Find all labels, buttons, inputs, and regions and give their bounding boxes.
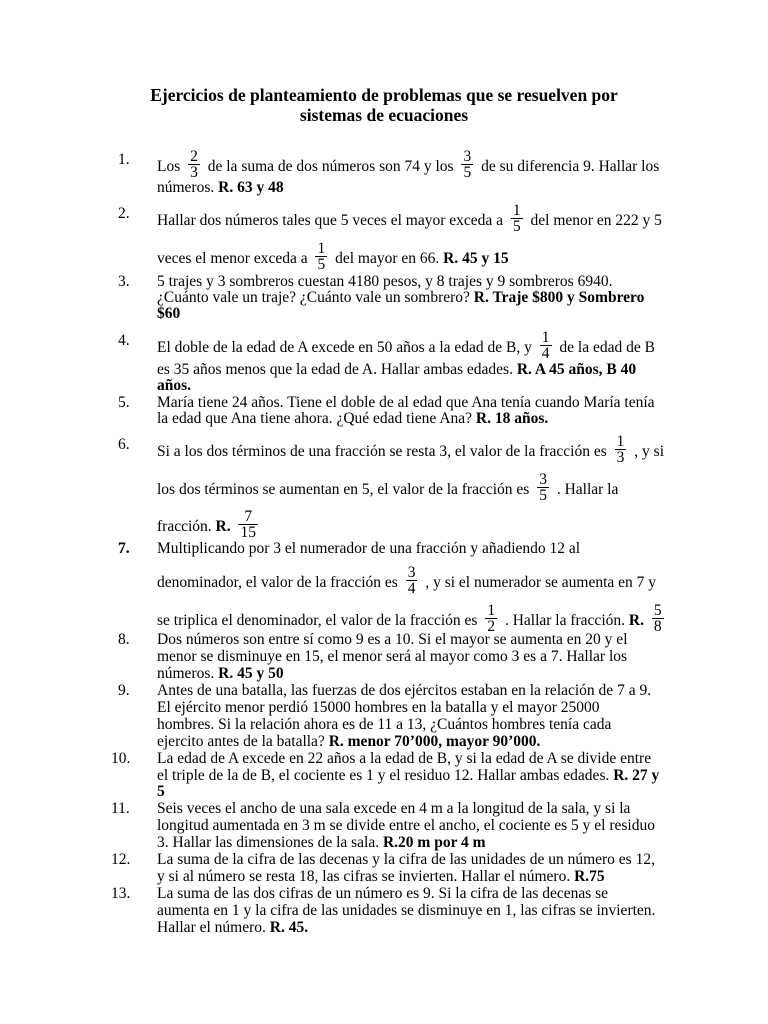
title-line-1: Ejercicios de planteamiento de problemas que se resuelven por: [150, 85, 618, 105]
problem-line: Hallar el número. R. 45.: [157, 919, 309, 936]
answer: R. 45 y 15: [443, 250, 509, 268]
fraction: $\frac{1}{5}$: [512, 202, 521, 235]
problem-line: Si a los dos términos de una fracción se resta 3, el valor de la fracción es $\frac{1}{3}$ , y si: [157, 433, 664, 466]
problem-number: 7.: [118, 540, 130, 557]
fraction: $\frac{3}{5}$: [539, 471, 547, 504]
answer: R. Traje $800 y Sombrero: [473, 289, 645, 306]
problem-line: denominador, el valor de la fracción es $\frac{3}{4}$ , y si el numerador se aumenta en 7 y: [157, 564, 657, 597]
problem-number: 3.: [118, 273, 130, 290]
problem-line: la edad que Ana tiene ahora. ¿Qué edad tiene Ana? R. 18 años.: [157, 410, 549, 427]
answer-continued: $60: [157, 305, 181, 322]
problem-line: María tiene 24 años. Tiene el doble de al edad que Ana tenía cuando María tenía: [157, 394, 655, 411]
fraction: $\frac{3}{4}$: [407, 564, 416, 597]
problem-line: veces el menor exceda a $\frac{1}{5}$ del mayor en 66. R. 45 y 15: [157, 240, 509, 273]
answer: R. 45 y 50: [218, 665, 284, 682]
problem-line: el triple de la de B, el cociente es 1 y el residuo 12. Hallar ambas edades. R. 27 y: [157, 767, 660, 784]
answer: R. menor 70’000, mayor 90’000.: [328, 733, 541, 750]
problem-line: La suma de la cifra de las decenas y la cifra de las unidades de un número es 12,: [157, 851, 655, 868]
problem-line: ¿Cuánto vale un traje? ¿Cuánto vale un sombrero? R. Traje $800 y Sombrero: [157, 289, 645, 306]
problem-line: hombres. Si la relación ahora es de 11 a 13, ¿Cuántos hombres tenía cada: [157, 716, 612, 733]
problem-line: La edad de A excede en 22 años a la edad de B, y si la edad de A se divide entre: [157, 750, 652, 767]
answer: R. 18 años.: [475, 410, 549, 427]
problem-line: fracción. R. $\frac{7}{15}$: [157, 508, 256, 541]
problem-line: aumenta en 1 y la cifra de las unidades se disminuye en 1, las cifras se invierten.: [157, 902, 656, 919]
problem-number: 4.: [118, 332, 130, 349]
problem-line: es 35 años menos que la edad de A. Hallar ambas edades. R. A 45 años, B 40: [157, 361, 637, 378]
problem-line: Antes de una batalla, las fuerzas de dos ejércitos estaban en la relación de 7 a 9.: [157, 682, 652, 699]
problem-number: 2.: [118, 205, 130, 222]
document-title: [120, 85, 648, 125]
problem-line: se triplica el denominador, el valor de la fracción es $\frac{1}{2}$ . Hallar la fracción. R. $\frac{5}{8}$: [157, 602, 662, 635]
problem-line: 5 trajes y 3 sombreros cuestan 4180 pesos, y 8 trajes y 9 sombreros 6940.: [157, 273, 613, 290]
answer: R. 45.: [269, 919, 309, 936]
answer-continued: 5: [157, 783, 165, 800]
answer: R. 27 y: [613, 767, 660, 784]
fraction: $\frac{1}{3}$: [616, 433, 625, 466]
problem-line: 3. Hallar las dimensiones de la sala. R.20 m por 4 m: [157, 834, 486, 851]
problem-line: longitud aumentada en 3 m se divide entre el ancho, el cociente es 5 y el residuo: [157, 817, 655, 834]
problem-line: Dos números son entre sí como 9 es a 10. Si el mayor se aumenta en 20 y el: [157, 631, 628, 648]
problem-line: [157, 306, 180, 322]
problem-line: los dos términos se aumentan en 5, el valor de la fracción es $\frac{3}{5}$ . Hallar la: [157, 471, 619, 504]
problem-line: La suma de las dos cifras de un número es 9. Si la cifra de las decenas se: [157, 885, 609, 902]
answer: R.: [628, 612, 644, 630]
problem-line: [157, 784, 165, 800]
problem-line: Seis veces el ancho de una sala excede en 4 m a la longitud de la sala, y si la: [157, 800, 631, 817]
fraction: $\frac{1}{2}$: [487, 602, 496, 635]
fraction: $\frac{1}{4}$: [541, 329, 550, 362]
problem-line: Multiplicando por 3 el numerador de una fracción y añadiendo 12 al: [157, 540, 581, 557]
problem-number: 5.: [118, 394, 130, 411]
fraction: $\frac{1}{5}$: [317, 240, 326, 273]
answer: R. 63 y 48: [218, 179, 284, 196]
problem-line: y si al número se resta 18, las cifras se invierten. Hallar el número. R.75: [157, 868, 605, 885]
answer: R.20 m por 4 m: [382, 834, 486, 851]
problem-line: menor se disminuye en 15, el menor será al mayor como 3 es a 7. Hallar los: [157, 648, 628, 665]
problem-number: 8.: [118, 631, 130, 648]
problem-line: ejercito antes de la batalla? R. menor 70’000, mayor 90’000.: [157, 733, 541, 750]
problem-number: 10.: [111, 750, 131, 767]
answer-fraction: $\frac{5}{8}$: [653, 602, 662, 635]
answer-continued: años.: [157, 377, 192, 394]
problem-line: El ejército menor perdió 15000 hombres en la batalla y el mayor 25000: [157, 699, 600, 716]
answer-fraction: $\frac{7}{15}$: [240, 508, 256, 541]
fraction: $\frac{3}{5}$: [463, 148, 472, 181]
problem-number: 13.: [111, 885, 131, 902]
problem-line: [157, 378, 191, 394]
problem-number: 1.: [118, 151, 130, 168]
problem-line: números. R. 45 y 50: [157, 665, 284, 682]
problem-line: El doble de la edad de A excede en 50 años a la edad de B, y $\frac{1}{4}$ de la edad de B: [157, 329, 655, 362]
title-line-2: sistemas de ecuaciones: [299, 105, 469, 125]
fraction: $\frac{2}{3}$: [190, 148, 198, 181]
problem-number: 11.: [111, 800, 130, 817]
answer: R.: [215, 518, 231, 536]
problem-number: 12.: [111, 851, 131, 868]
problem-number: 6.: [118, 436, 130, 453]
answer: R.75: [574, 868, 605, 885]
problem-line: Los $\frac{2}{3}$ de la suma de dos números son 74 y los $\frac{3}{5}$ de su diferencia 9. Hallar los: [157, 148, 660, 181]
problem-number: 9.: [118, 682, 130, 699]
problem-line: números. R. 63 y 48: [157, 179, 284, 196]
problem-line: Hallar dos números tales que 5 veces el mayor exceda a $\frac{1}{5}$ del menor en 222 y 5: [157, 202, 662, 235]
answer: R. A 45 años, B 40: [516, 361, 637, 378]
